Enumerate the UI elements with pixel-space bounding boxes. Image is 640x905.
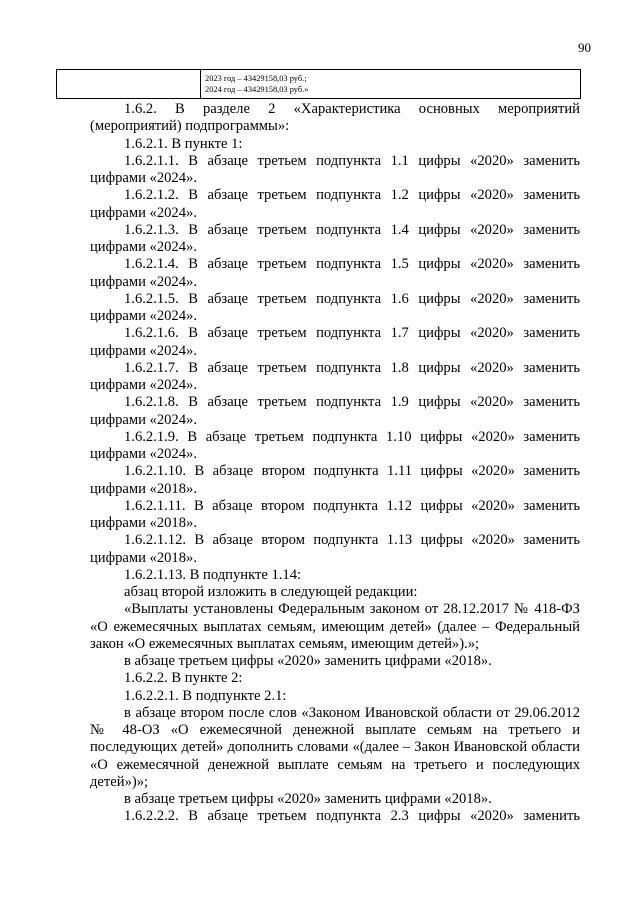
- paragraph: 1.6.2.1.2. В абзаце третьем подпункта 1.2 цифры «2020» заменить цифрами «2024».: [90, 187, 580, 221]
- paragraph: в абзаце третьем цифры «2020» заменить цифрами «2018».: [124, 653, 492, 669]
- paragraph: 1.6.2.2.2. В абзаце третьем подпункта 2.3 цифры «2020» заменить: [124, 808, 580, 825]
- funding-table: [56, 69, 581, 99]
- paragraph: 1.6.2.1.5. В абзаце третьем подпункта 1.6 цифры «2020» заменить цифрами «2024».: [90, 290, 580, 324]
- paragraph: 1.6.2.1. В пункте 1:: [124, 135, 243, 152]
- table-row-2024: 2024 год – 43429158,03 руб.»: [205, 85, 309, 94]
- paragraph: в абзаце втором после слов «Законом Ивановской области от 29.06.2012 № 48-ОЗ «О ежемесячной денежной выплате семьям на третьего и последующих детей» дополнить словами «(далее – Закон Ивановской области «О ежемесячной денежной выплате семьям на третьего и последующих детей»)»;: [90, 704, 580, 790]
- document-body: [90, 101, 580, 826]
- paragraph: 1.6.2.1.1. В абзаце третьем подпункта 1.1 цифры «2020» заменить цифрами «2024».: [90, 152, 580, 186]
- paragraph: 1.6.2.2.1. В подпункте 2.1:: [124, 687, 287, 704]
- paragraph: 1.6.2.1.12. В абзаце втором подпункта 1.13 цифры «2020» заменить цифрами «2018».: [90, 532, 580, 566]
- table-column-divider: [200, 70, 201, 98]
- paragraph: «Выплаты установлены Федеральным законом от 28.12.2017 № 418-ФЗ «О ежемесячных выплатах семьям, имеющим детей» (далее – Федеральный закон «О ежемесячных выплатах семьям, имеющим детей»).»;: [90, 601, 580, 652]
- paragraph: 1.6.2.1.11. В абзаце втором подпункта 1.12 цифры «2020» заменить цифрами «2018».: [90, 497, 580, 531]
- paragraph: 1.6.2.1.6. В абзаце третьем подпункта 1.7 цифры «2020» заменить цифрами «2024».: [90, 325, 580, 359]
- page-number: 90: [578, 40, 591, 55]
- table-row-2023: 2023 год – 43429158,03 руб.;: [205, 74, 307, 83]
- paragraph: 1.6.2.1.10. В абзаце втором подпункта 1.11 цифры «2020» заменить цифрами «2018».: [90, 463, 580, 497]
- table-cell: [205, 73, 576, 95]
- paragraph: 1.6.2.2. В пункте 2:: [124, 670, 243, 687]
- paragraph: 1.6.2.1.9. В абзаце третьем подпункта 1.10 цифры «2020» заменить цифрами «2024».: [90, 428, 580, 462]
- paragraph: 1.6.2.1.8. В абзаце третьем подпункта 1.9 цифры «2020» заменить цифрами «2024».: [90, 394, 580, 428]
- paragraph: 1.6.2.1.4. В абзаце третьем подпункта 1.5 цифры «2020» заменить цифрами «2024».: [90, 256, 580, 290]
- paragraph: абзац второй изложить в следующей редакции:: [124, 584, 418, 600]
- paragraph: 1.6.2.1.13. В подпункте 1.14:: [124, 566, 302, 583]
- paragraph: 1.6.2.1.7. В абзаце третьем подпункта 1.8 цифры «2020» заменить цифрами «2024».: [90, 359, 580, 393]
- paragraph: в абзаце третьем цифры «2020» заменить цифрами «2018».: [124, 791, 492, 807]
- paragraph: 1.6.2.1.3. В абзаце третьем подпункта 1.4 цифры «2020» заменить цифрами «2024».: [90, 221, 580, 255]
- paragraph: 1.6.2. В разделе 2 «Характеристика основных мероприятий (мероприятий) подпрограммы»:: [90, 101, 580, 135]
